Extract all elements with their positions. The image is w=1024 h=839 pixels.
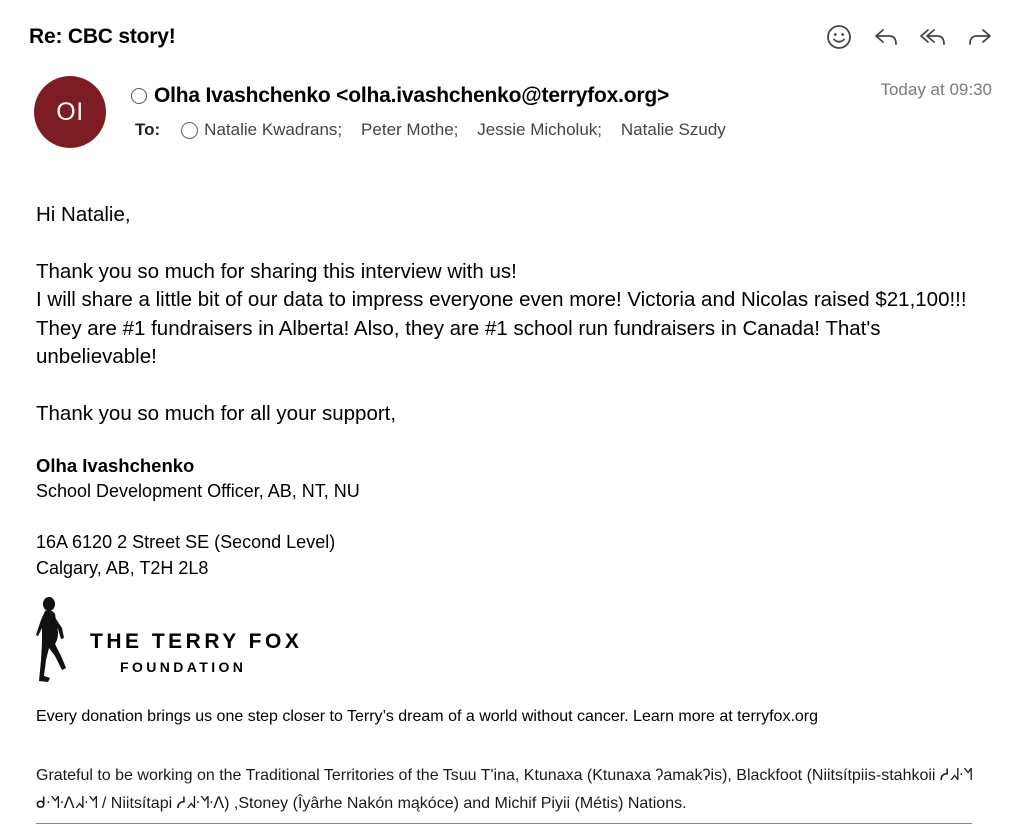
sender-address[interactable]: Olha Ivashchenko <olha.ivashchenko@terryfox.org> [154,84,670,107]
logo-subtext: FOUNDATION [120,659,247,675]
divider [36,823,972,824]
forward-button[interactable] [964,22,996,52]
reply-all-icon [919,23,947,51]
emoji-reaction-button[interactable] [823,22,855,52]
donation-message: Every donation brings us one step closer to Terry’s dream of a world without cancer. Learn more at terryfox.org [36,708,819,725]
signature-address-line: Calgary, AB, T2H 2L8 [36,558,209,578]
email-subject: Re: CBC story! [29,25,176,48]
closing-line: Thank you so much for all your support, [36,401,397,425]
recipient[interactable]: Jessie Micholuk; [477,120,602,139]
greeting: Hi Natalie, [36,203,131,226]
reply-button[interactable] [870,22,902,52]
message-toolbar [823,22,996,52]
sender-avatar[interactable]: OI [34,76,106,148]
signature-name: Olha Ivashchenko [36,455,195,476]
sender-status-circle-icon [131,88,147,104]
signature-address-line: 16A 6120 2 Street SE (Second Level) [36,532,336,552]
terry-fox-foundation-logo [36,596,306,682]
to-label: To: [135,120,161,139]
body-line: Thank you so much for sharing this interview with us! [36,259,517,283]
recipients-line [135,120,726,140]
recipient[interactable]: Natalie Szudy [620,120,726,139]
runner-silhouette-icon [36,596,86,682]
email-body [36,201,986,428]
recipient[interactable]: Natalie Kwadrans; [204,120,343,139]
recipient[interactable]: Peter Mothe; [361,120,459,139]
forward-icon [966,23,994,51]
body-paragraph: I will share a little bit of our data to impress everyone even more! Victoria and Nicolas raised $21,100!!! They are #1 fundraisers in Alberta! Also, they are #1 school run fundraisers in Canada! That's unbelievable! [36,288,967,368]
reply-all-button[interactable] [917,22,949,52]
emoji-icon [825,23,853,51]
logo-text: THE TERRY FOX [90,630,303,653]
reply-icon [872,23,900,51]
land-acknowledgement: Grateful to be working on the Traditional Territories of the Tsuu T'ina, Ktunaxa (Ktunaxa ʔamakʔis), Blackfoot (Niitsítpiis-stahkoii ᓱᖽᐧᖿ ᑯᐧᖿᐧᐱᖽᐧᖿ / Niitsítapi ᓱᖽᐧᖿᐧᐱ) ,Stoney (Îyârhe Nakón mąkóce) and Michif Piyii (Métis) Nations. [36,767,973,812]
signature-title: School Development Officer, AB, NT, NU [36,481,360,501]
email-timestamp: Today at 09:30 [880,80,992,99]
sender-line [131,84,669,108]
recipient-status-circle-icon [181,122,198,139]
